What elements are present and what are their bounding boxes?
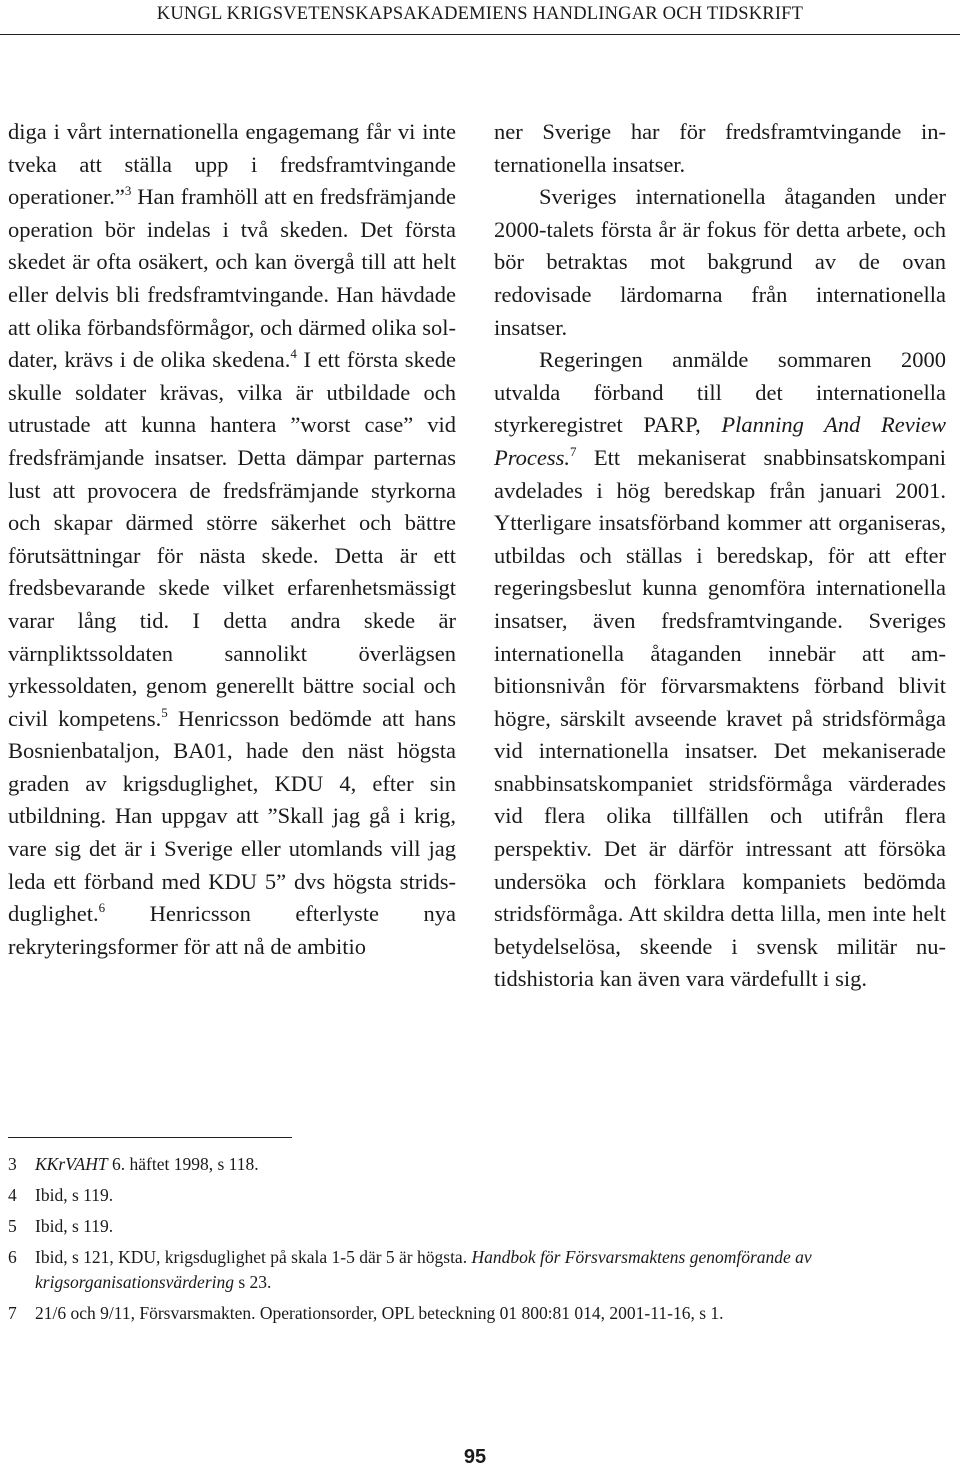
footnote	[8, 1245, 960, 1295]
right-text-1: Regeringen anmälde sommaren 2000 utvalda förband till det internationella styrkeregistret PARP,	[494, 347, 946, 438]
footnote-number: 4	[8, 1185, 17, 1205]
footnote-number: 6	[8, 1247, 17, 1267]
running-title: KUNGL KRIGSVETENSKAPSAKADEMIENS HANDLINGAR OCH TIDSKRIFT	[156, 4, 804, 24]
footnote	[8, 1183, 960, 1208]
footnote-ref-7: 7	[570, 443, 577, 459]
footnote-body: 21/6 och 9/11, Försvarsmakten. Operationsorder, OPL beteckning 01 800:81 014, 2001-11-16, s 1.	[35, 1303, 724, 1323]
footnote-italic-2: Handbok för Försvarsmaktens genomförande av krigsorganisationsvärdering	[35, 1247, 812, 1292]
footnote-number: 5	[8, 1216, 17, 1236]
footnote-text	[35, 1301, 960, 1326]
footnote-ref-3: 3	[124, 183, 132, 199]
footnote-body-2: s 23.	[234, 1272, 272, 1292]
left-text-3: I ett första skede skulle soldater krävas, vilka är utbildade och utrustade att kunna hantera ”worst case” vid fredsfrämjande insatser. Detta dämpar parternas lust att provocera de fredsfrämjande styrkorna och skapar därmed större säkerhet och bättre förutsättningar för nästa skede. Detta är ett fredsbevarande skede vilket erfarenhetsmässigt varar lång tid. I detta andra skede är värnpliktssoldaten sannolikt överlägsen yrkessoldaten, genom generellt bättre social och civil kompetens.	[8, 347, 456, 731]
footnote-ref-4: 4	[290, 346, 297, 362]
left-paragraph	[8, 116, 456, 963]
left-text-1: diga i vårt internationella engagemang får vi inte tveka att ställa upp i fredsframtvingande operationer.”	[8, 119, 456, 210]
footnote	[8, 1214, 960, 1239]
header-rule	[0, 34, 960, 35]
footnote-text	[35, 1183, 960, 1208]
right-paragraph-2: Sveriges internationella åtaganden under 2000-talets första år är fokus för detta arbete, och bör betraktas mot bakgrund av de ovan redovisade lärdomarna från internationella insatser.	[494, 184, 946, 340]
left-text-2: Han framhöll att en fredsfrämjande operation bör indelas i två skeden. Det första skedet är ofta osäkert, och kan övergå till att helt eller delvis bli fredsframtvingande. Han hävdade att olika förbandsförmågor, och därmed olika soldater, krävs i de olika skedena.	[8, 184, 456, 373]
right-text-2: Ett mekaniserat snabbinsatskompani avdelades i hög beredskap från januari 2001. Ytterligare insatsförband kommer att organiseras, utbildas och ställas i beredskap, för att efter regeringsbeslut kunna genomföra internationella insatser, även fredsframtvingande. Sveriges internationella åtaganden innebär att ambitionsnivån för förvarsmaktens förband blivit högre, särskilt avseende kravet på stridsförmåga vid internationella insatser. Det mekaniserade snabbinsatskompaniet stridsförmåga värderades vid flera olika tillfällen och utifrån flera perspektiv. Det är därför intressant att försöka undersöka och förklara kompaniets bedömda stridsförmåga. Att skildra detta lilla, men inte helt betydelselösa, skeende i svensk militär nutidshistoria kan även vara värdefullt i sig.	[494, 444, 946, 992]
footnote-body: 6. häftet 1998, s 118.	[107, 1154, 259, 1174]
footnote-text	[35, 1152, 960, 1177]
footnote-italic: KKrVAHT	[35, 1154, 108, 1174]
left-text-4: Henricsson bedömde att hans Bosnienbataljon, BA01, hade den näst högsta graden av krigsduglighet, KDU 4, efter sin utbildning. Han uppgav att ”Skall jag gå i krig, vare sig det är i Sverige eller utomlands vill jag leda ett förband med KDU 5” dvs högsta stridsduglighet.	[8, 705, 456, 927]
footnote-ref-5: 5	[161, 704, 168, 720]
footnote-number: 7	[8, 1303, 17, 1323]
footnote-text	[35, 1245, 960, 1295]
right-paragraph-3	[494, 344, 946, 996]
footnotes	[8, 1152, 960, 1332]
right-italic-title: Planning And Review Process.	[494, 412, 946, 470]
right-paragraph-1: ner Sverige har för fredsframtvingande internationella insatser.	[494, 119, 946, 177]
footnote-rule	[8, 1137, 292, 1138]
footnote	[8, 1152, 960, 1177]
right-column	[494, 116, 946, 996]
footnote-body: Ibid, s 119.	[35, 1216, 114, 1236]
footnote-body: Ibid, s 119.	[35, 1185, 114, 1205]
footnote-text	[35, 1214, 960, 1239]
left-column	[8, 116, 456, 963]
footnote-body: Ibid, s 121, KDU, krigsduglighet på skala 1-5 där 5 är högsta.	[35, 1247, 472, 1267]
running-header	[0, 0, 960, 25]
footnote	[8, 1301, 960, 1326]
footnote-ref-6: 6	[98, 900, 106, 916]
page-number: 95	[463, 1446, 487, 1468]
footnote-number: 3	[8, 1154, 17, 1174]
left-text-5: Henricsson efterlyste nya rekryteringsformer för att nå de ambitio	[8, 901, 456, 959]
